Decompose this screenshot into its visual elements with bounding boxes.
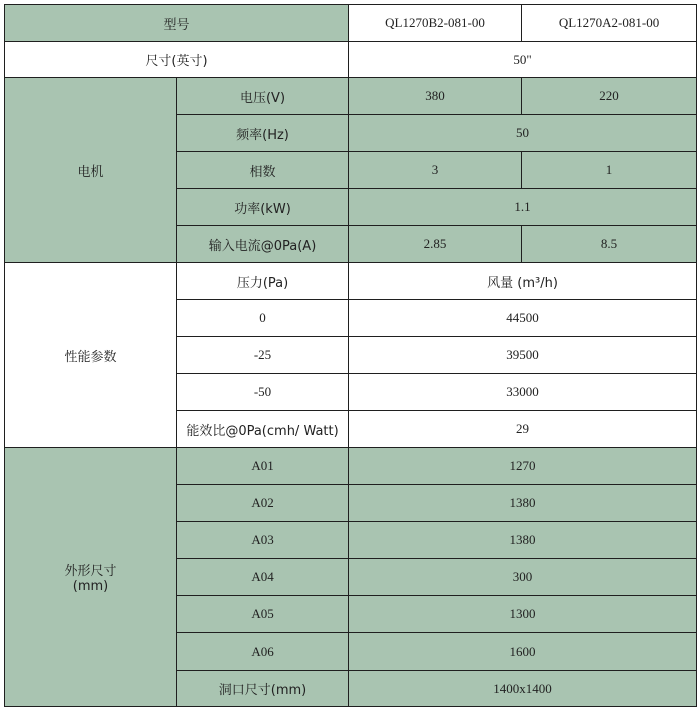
dimension-code: A04: [177, 559, 349, 596]
pressure-value: -50: [177, 374, 349, 411]
motor-group-label: 电机: [5, 78, 177, 263]
power-label: 功率(kW): [177, 189, 349, 226]
model-a2: QL1270A2-081-00: [522, 5, 697, 42]
dimension-value: 1300: [349, 596, 697, 633]
frequency-label: 频率(Hz): [177, 115, 349, 152]
dimension-value: 300: [349, 559, 697, 596]
airflow-header: 风量 (m³/h): [349, 263, 697, 300]
dimension-code: A06: [177, 633, 349, 671]
voltage-a2: 220: [522, 78, 697, 115]
voltage-b2: 380: [349, 78, 522, 115]
airflow-value: 44500: [349, 300, 697, 337]
efficiency-value: 29: [349, 411, 697, 448]
efficiency-label: 能效比@0Pa(cmh/ Watt): [177, 411, 349, 448]
dimension-value: 1600: [349, 633, 697, 671]
power-value: 1.1: [349, 189, 697, 226]
frequency-value: 50: [349, 115, 697, 152]
performance-group-label: 性能参数: [5, 263, 177, 448]
size-row: [5, 42, 697, 78]
phase-label: 相数: [177, 152, 349, 189]
phase-a2: 1: [522, 152, 697, 189]
dimension-row: [5, 448, 697, 485]
pressure-value: 0: [177, 300, 349, 337]
phase-b2: 3: [349, 152, 522, 189]
size-label: 尺寸(英寸): [5, 42, 349, 78]
dimension-code: A05: [177, 596, 349, 633]
size-value: 50": [349, 42, 697, 78]
dimension-value: 1380: [349, 522, 697, 559]
current-label: 输入电流@0Pa(A): [177, 226, 349, 263]
current-b2: 2.85: [349, 226, 522, 263]
model-b2: QL1270B2-081-00: [349, 5, 522, 42]
pressure-value: -25: [177, 337, 349, 374]
dimension-code: A01: [177, 448, 349, 485]
airflow-value: 33000: [349, 374, 697, 411]
dimension-code: A02: [177, 485, 349, 522]
motor-voltage-row: [5, 78, 697, 115]
current-a2: 8.5: [522, 226, 697, 263]
dimensions-group-title: 外形尺寸: [64, 564, 117, 579]
dimension-code: A03: [177, 522, 349, 559]
dimension-value: 1380: [349, 485, 697, 522]
model-label: 型号: [5, 5, 349, 42]
opening-label: 洞口尺寸(mm): [177, 671, 349, 707]
dimension-value: 1270: [349, 448, 697, 485]
voltage-label: 电压(V): [177, 78, 349, 115]
spec-table: [4, 4, 697, 707]
airflow-value: 39500: [349, 337, 697, 374]
dimensions-group-unit: (mm): [72, 579, 109, 594]
opening-value: 1400x1400: [349, 671, 697, 707]
model-row: [5, 5, 697, 42]
performance-header-row: [5, 263, 697, 300]
dimensions-group-label: [5, 448, 177, 707]
pressure-header: 压力(Pa): [177, 263, 349, 300]
